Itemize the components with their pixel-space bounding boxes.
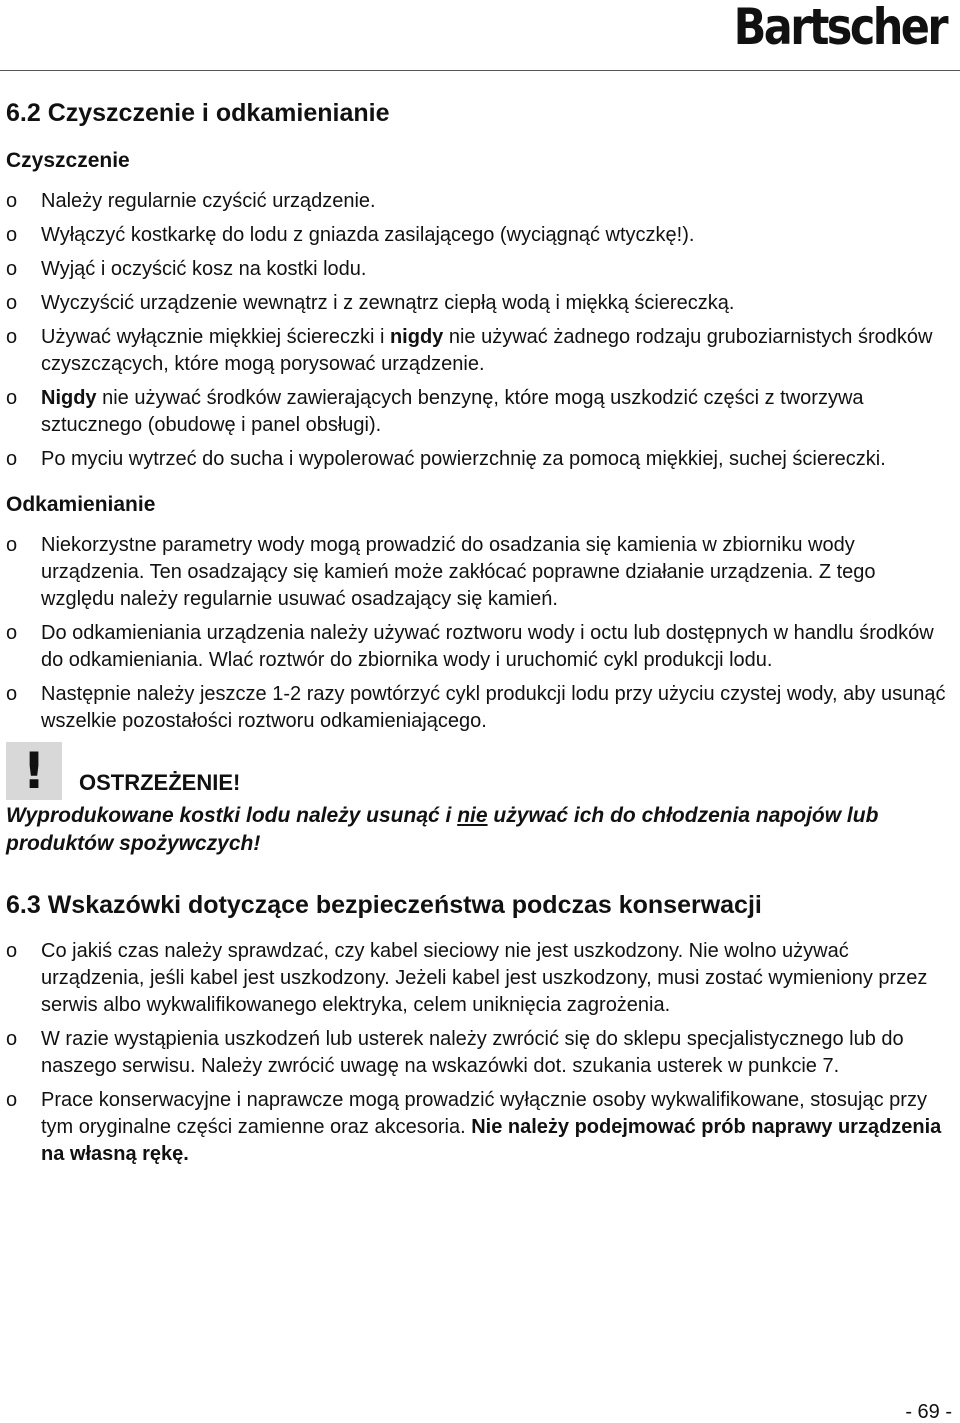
list-item: o Wyjąć i oczyścić kosz na kostki lodu. xyxy=(6,256,950,283)
list-item: o W razie wystąpienia uszkodzeń lub usterek należy zwrócić się do sklepu specjalistycznego lub do naszego serwisu. Należy zwrócić uwagę na wskazówki dot. szukania usterek w punkcie 7. xyxy=(6,1028,904,1077)
bullet-icon: o xyxy=(6,387,18,409)
bullet-icon: o xyxy=(6,190,18,212)
bullet-icon: o xyxy=(6,683,18,705)
brand-logo: Bartscher xyxy=(733,0,946,56)
subsection-title-descaling: Odkamienianie xyxy=(6,493,156,516)
bullet-icon: o xyxy=(6,326,18,348)
exclamation-icon: ! xyxy=(6,742,62,800)
bullet-icon: o xyxy=(6,940,18,962)
section-title-6-3: 6.3 Wskazówki dotyczące bezpieczeństwa podczas konserwacji xyxy=(6,891,762,919)
list-item: o Nigdy nie używać środków zawierających benzynę, które mogą uszkodzić części z tworzywa sztucznego (obudowę i panel obsługi). xyxy=(6,387,864,436)
cleaning-list xyxy=(6,188,950,473)
bullet-icon: o xyxy=(6,1089,18,1111)
bullet-icon: o xyxy=(6,622,18,644)
bullet-icon: o xyxy=(6,448,18,470)
descaling-list xyxy=(6,532,950,735)
section-title-6-2: 6.2 Czyszczenie i odkamienianie xyxy=(6,99,390,127)
list-item: o Wyczyścić urządzenie wewnątrz i z zewnątrz ciepłą wodą i miękką ściereczką. xyxy=(6,290,950,317)
warning-block xyxy=(6,742,950,802)
safety-list xyxy=(6,938,950,1168)
list-item: o Niekorzystne parametry wody mogą prowadzić do osadzania się kamienia w zbiorniku wody urządzenia. Ten osadzający się kamień może zakłócać poprawne działanie urządzenia. Z tego względu należy regularnie usuwać osadzający się kamień. xyxy=(6,534,876,610)
bullet-icon: o xyxy=(6,292,18,314)
bullet-icon: o xyxy=(6,534,18,556)
list-item: o Co jakiś czas należy sprawdzać, czy kabel sieciowy nie jest uszkodzony. Nie wolno używać urządzenia, jeśli kabel jest uszkodzony. Jeżeli kabel jest uszkodzony, musi zostać wymieniony przez serwis albo wykwalifikowanego elektryka, celem uniknięcia zagrożenia. xyxy=(6,940,928,1016)
page-content xyxy=(6,96,950,1175)
list-item: o Po myciu wytrzeć do sucha i wypolerować powierzchnię za pomocą miękkiej, suchej ściereczki. xyxy=(6,446,950,473)
list-item: o Używać wyłącznie miękkiej ściereczki i nigdy nie używać żadnego rodzaju gruboziarnistych środków czyszczących, które mogą porysować urządzenie. xyxy=(6,326,933,375)
warning-label: OSTRZEŻENIE! xyxy=(79,770,241,795)
list-item: o Wyłączyć kostkarkę do lodu z gniazda zasilającego (wyciągnąć wtyczkę!). xyxy=(6,222,950,249)
list-item: o Do odkamieniania urządzenia należy używać roztworu wody i octu lub dostępnych w handlu środków do odkamieniania. Wlać roztwór do zbiornika wody i uruchomić cykl produkcji lodu. xyxy=(6,622,934,671)
list-item: o Prace konserwacyjne i naprawcze mogą prowadzić wyłącznie osoby wykwalifikowane, stosując przy tym oryginalne części zamienne oraz akcesoria. Nie należy podejmować prób naprawy urządzenia na własną rękę. xyxy=(6,1089,942,1165)
subsection-title-cleaning: Czyszczenie xyxy=(6,149,130,172)
bullet-icon: o xyxy=(6,258,18,280)
bullet-icon: o xyxy=(6,224,18,246)
bullet-icon: o xyxy=(6,1028,18,1050)
list-item: o Następnie należy jeszcze 1-2 razy powtórzyć cykl produkcji lodu przy użyciu czystej wody, aby usunąć wszelkie pozostałości roztworu odkamieniającego. xyxy=(6,683,946,732)
list-item: o Należy regularnie czyścić urządzenie. xyxy=(6,188,950,215)
warning-text: Wyprodukowane kostki lodu należy usunąć i nie używać ich do chłodzenia napojów lub produktów spożywczych! xyxy=(6,804,879,855)
page-number: - 69 - xyxy=(905,1401,952,1423)
header-divider xyxy=(0,70,960,71)
